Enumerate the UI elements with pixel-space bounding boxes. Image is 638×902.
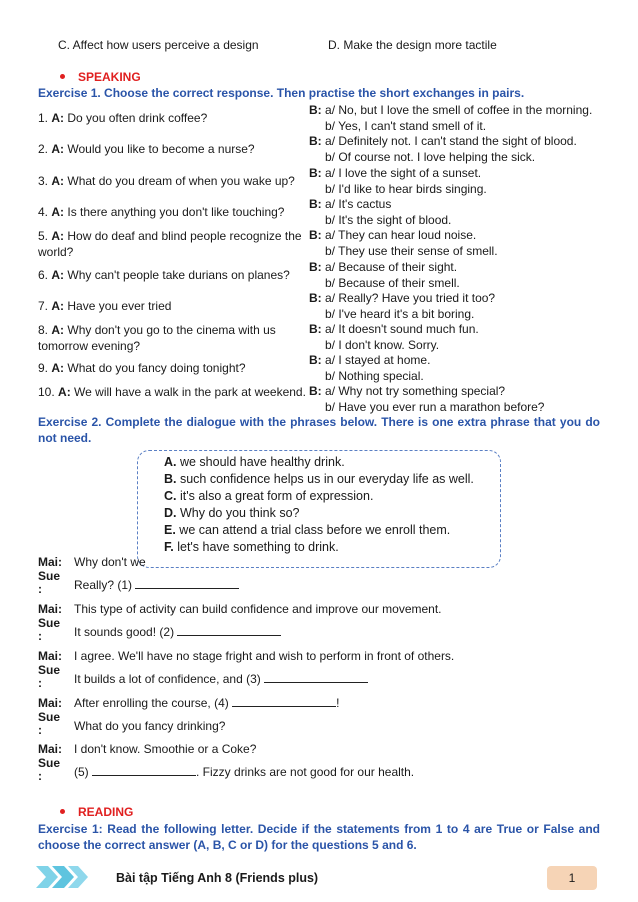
phrase-text: we should have healthy drink. xyxy=(179,455,345,469)
dialogue-line xyxy=(74,649,454,663)
question-4 xyxy=(38,204,308,220)
question-3 xyxy=(38,173,308,189)
dialogue-line xyxy=(74,555,146,569)
footer-title: Bài tập Tiếng Anh 8 (Friends plus) xyxy=(116,871,319,885)
speaker-label xyxy=(38,617,74,643)
answer-option-b: b/ They use their sense of smell. xyxy=(325,243,498,258)
speaking-heading: SPEAKING xyxy=(60,70,141,84)
question-number: 8. xyxy=(38,323,49,337)
question-number: 3. xyxy=(38,174,49,188)
speaker-colon: : xyxy=(38,769,42,783)
option-c: C. Affect how users perceive a design xyxy=(58,38,259,52)
speaker-name: Sue xyxy=(38,569,61,583)
phrase-letter: A. xyxy=(164,455,177,469)
answer-blank[interactable] xyxy=(264,672,368,683)
speaker-a-label: A: xyxy=(51,174,65,188)
speaker-b-label: B: xyxy=(309,260,322,274)
answer-blank[interactable] xyxy=(92,765,196,776)
answer-option-b: b/ Yes, I can't stand smell of it. xyxy=(325,118,487,133)
speaker-b-label: B: xyxy=(309,322,322,336)
answer-option-a xyxy=(309,134,577,150)
answer-blank[interactable] xyxy=(177,625,281,636)
answer-9 xyxy=(309,353,430,384)
answer-4 xyxy=(309,197,451,228)
answer-option-a xyxy=(309,197,451,213)
speaker-name: Mai: xyxy=(38,602,62,616)
speaker-b-label: B: xyxy=(309,228,322,242)
answer-option-b: b/ Nothing special. xyxy=(325,368,424,383)
speaker-name: Sue xyxy=(38,616,61,630)
dialogue-line xyxy=(74,742,256,756)
answer-option-a xyxy=(309,384,544,400)
dialogue-text: After enrolling the course, (4) xyxy=(74,696,229,710)
dialogue-text: I agree. We'll have no stage fright and wish to perform in front of others. xyxy=(74,649,455,663)
speaker-b-label: B: xyxy=(309,134,322,148)
speaker-a-label: A: xyxy=(51,205,65,219)
speaker-b-label: B: xyxy=(309,353,322,367)
speaker-b-label: B: xyxy=(309,291,322,305)
option-a-text: a/ Definitely not. I can't stand the sight of blood. xyxy=(325,134,577,148)
question-text: How do deaf and blind people recognize the world? xyxy=(38,229,302,259)
speaker-a-label: A: xyxy=(51,229,65,243)
answer-5 xyxy=(309,228,498,259)
phrase-item xyxy=(164,540,339,554)
question-8 xyxy=(38,322,308,354)
question-7 xyxy=(38,298,308,314)
exercise-2-title: Exercise 2. Complete the dialogue with the phrases below. There is one extra phrase that you do not need. xyxy=(38,415,600,445)
phrase-item xyxy=(164,506,300,520)
question-number: 6. xyxy=(38,268,49,282)
speaker-a-label: A: xyxy=(51,361,65,375)
dialogue-line xyxy=(74,719,225,733)
question-number: 7. xyxy=(38,299,49,313)
speaker-name: Mai: xyxy=(38,649,62,663)
phrase-letter: F. xyxy=(164,540,174,554)
speaker-label xyxy=(38,555,74,569)
question-number: 1. xyxy=(38,111,49,125)
option-a-text: a/ It's cactus xyxy=(325,197,392,211)
question-number: 4. xyxy=(38,205,49,219)
answer-option-a xyxy=(309,353,430,369)
phrase-text: we can attend a trial class before we enroll them. xyxy=(179,523,451,537)
option-d: D. Make the design more tactile xyxy=(328,38,497,52)
speaker-a-label: A: xyxy=(51,268,65,282)
option-a-text: a/ Really? Have you tried it too? xyxy=(325,291,496,305)
answer-option-b: b/ I don't know. Sorry. xyxy=(325,337,440,352)
reading-heading: READING xyxy=(60,805,133,819)
speaker-label xyxy=(38,711,74,737)
phrase-text: it's also a great form of expression. xyxy=(179,489,374,503)
question-number: 2. xyxy=(38,142,49,156)
speaker-a-label: A: xyxy=(51,142,65,156)
dialogue-text: (5) xyxy=(74,765,89,779)
question-text: Have you ever tried xyxy=(67,299,172,313)
speaker-name: Mai: xyxy=(38,742,62,756)
answer-blank[interactable] xyxy=(232,696,336,707)
question-text: Is there anything you don't like touching? xyxy=(67,205,285,219)
speaker-a-label: A: xyxy=(58,385,71,399)
speaker-name: Sue xyxy=(38,756,61,770)
answer-option-b: b/ Of course not. I love helping the sick. xyxy=(325,149,536,164)
speaker-colon: : xyxy=(38,629,42,643)
exercise-1-title: Exercise 1. Choose the correct response. Then practise the short exchanges in pairs. xyxy=(38,86,525,100)
answer-option-b: b/ Have you ever run a marathon before? xyxy=(325,399,545,414)
dialogue-text: It builds a lot of confidence, and (3) xyxy=(74,672,261,686)
answer-option-b: b/ I'd like to hear birds singing. xyxy=(325,181,487,196)
question-number: 5. xyxy=(38,229,49,243)
answer-2 xyxy=(309,134,577,165)
dialogue-line xyxy=(74,578,239,592)
speaker-label xyxy=(38,742,74,756)
option-a-text: a/ I love the sight of a sunset. xyxy=(325,166,482,180)
phrase-letter: B. xyxy=(164,472,177,486)
question-text: What do you dream of when you wake up? xyxy=(67,174,295,188)
answer-8 xyxy=(309,322,479,353)
option-a-text: a/ Because of their sight. xyxy=(325,260,458,274)
dialogue-line xyxy=(74,696,339,710)
answer-option-a xyxy=(309,260,460,276)
option-a-text: a/ They can hear loud noise. xyxy=(325,228,477,242)
question-9 xyxy=(38,360,308,376)
question-text: Why can't people take durians on planes? xyxy=(67,268,290,282)
question-1 xyxy=(38,110,308,126)
bullet-icon xyxy=(60,74,65,79)
answer-option-a xyxy=(309,291,495,307)
question-2 xyxy=(38,141,308,157)
question-text: Would you like to become a nurse? xyxy=(67,142,255,156)
option-a-text: a/ No, but I love the smell of coffee in the morning. xyxy=(325,103,593,117)
speaker-a-label: A: xyxy=(51,111,65,125)
dialogue-line xyxy=(74,625,281,639)
dialogue-text: Why don't we xyxy=(74,555,146,569)
option-a-text: a/ Why not try something special? xyxy=(325,384,506,398)
question-text: Do you often drink coffee? xyxy=(67,111,208,125)
phrase-letter: E. xyxy=(164,523,176,537)
speaker-b-label: B: xyxy=(309,103,322,117)
dialogue-text-after: ! xyxy=(336,696,340,710)
speaker-label xyxy=(38,649,74,663)
phrase-item xyxy=(164,489,373,503)
speaker-name: Sue xyxy=(38,710,61,724)
speaker-label xyxy=(38,696,74,710)
speaker-b-label: B: xyxy=(309,166,322,180)
option-a-text: a/ I stayed at home. xyxy=(325,353,431,367)
phrase-letter: C. xyxy=(164,489,177,503)
speaker-label xyxy=(38,570,74,596)
answer-3 xyxy=(309,166,487,197)
chevron-icon xyxy=(36,864,90,890)
speaker-colon: : xyxy=(38,582,42,596)
phrase-text: Why do you think so? xyxy=(179,506,300,520)
phrase-item xyxy=(164,455,345,469)
speaker-name: Mai: xyxy=(38,555,62,569)
speaker-label xyxy=(38,757,74,783)
speaker-b-label: B: xyxy=(309,197,322,211)
question-5 xyxy=(38,228,308,260)
speaker-a-label: A: xyxy=(51,323,65,337)
answer-7 xyxy=(309,291,495,322)
question-number: 10. xyxy=(38,385,55,399)
answer-option-a xyxy=(309,322,479,338)
speaker-name: Sue xyxy=(38,663,61,677)
answer-10 xyxy=(309,384,544,415)
dialogue-text: What do you fancy drinking? xyxy=(74,719,226,733)
question-text: What do you fancy doing tonight? xyxy=(67,361,246,375)
speaker-label xyxy=(38,664,74,690)
dialogue-text-after: . Fizzy drinks are not good for our health. xyxy=(196,765,415,779)
dialogue-text: It sounds good! (2) xyxy=(74,625,175,639)
dialogue-line xyxy=(74,672,368,686)
answer-6 xyxy=(309,260,460,291)
answer-1 xyxy=(309,103,592,134)
question-number: 9. xyxy=(38,361,49,375)
phrase-item xyxy=(164,472,474,486)
phrase-text: such confidence helps us in our everyday life as well. xyxy=(179,472,474,486)
page-number: 1 xyxy=(547,866,597,890)
answer-option-b: b/ Because of their smell. xyxy=(325,275,460,290)
speaker-a-label: A: xyxy=(51,299,65,313)
question-text: We will have a walk in the park at weekend. xyxy=(74,385,306,399)
question-10 xyxy=(38,384,308,400)
answer-option-a xyxy=(309,103,592,119)
answer-blank[interactable] xyxy=(135,578,239,589)
question-text: Why don't you go to the cinema with us tomorrow evening? xyxy=(38,323,276,353)
speaker-colon: : xyxy=(38,676,42,690)
bullet-icon xyxy=(60,809,65,814)
phrase-text: let's have something to drink. xyxy=(177,540,339,554)
answer-option-b: b/ I've heard it's a bit boring. xyxy=(325,306,475,321)
question-6 xyxy=(38,267,308,283)
phrase-item xyxy=(164,523,450,537)
speaker-colon: : xyxy=(38,723,42,737)
dialogue-text: This type of activity can build confidence and improve our movement. xyxy=(74,602,442,616)
dialogue-line xyxy=(74,602,442,616)
reading-exercise-1-title: Exercise 1: Read the following letter. Decide if the statements from 1 to 4 are True or False and choose the correct answer (A, B, C or D) for the questions 5 and 6. xyxy=(38,822,600,852)
option-a-text: a/ It doesn't sound much fun. xyxy=(325,322,479,336)
answer-option-a xyxy=(309,228,498,244)
answer-option-a xyxy=(309,166,487,182)
speaker-b-label: B: xyxy=(309,384,322,398)
speaker-label xyxy=(38,602,74,616)
dialogue-text: I don't know. Smoothie or a Coke? xyxy=(74,742,257,756)
dialogue-text: Really? (1) xyxy=(74,578,133,592)
phrase-letter: D. xyxy=(164,506,177,520)
answer-option-b: b/ It's the sight of blood. xyxy=(325,212,452,227)
speaker-name: Mai: xyxy=(38,696,62,710)
dialogue-line xyxy=(74,765,414,779)
